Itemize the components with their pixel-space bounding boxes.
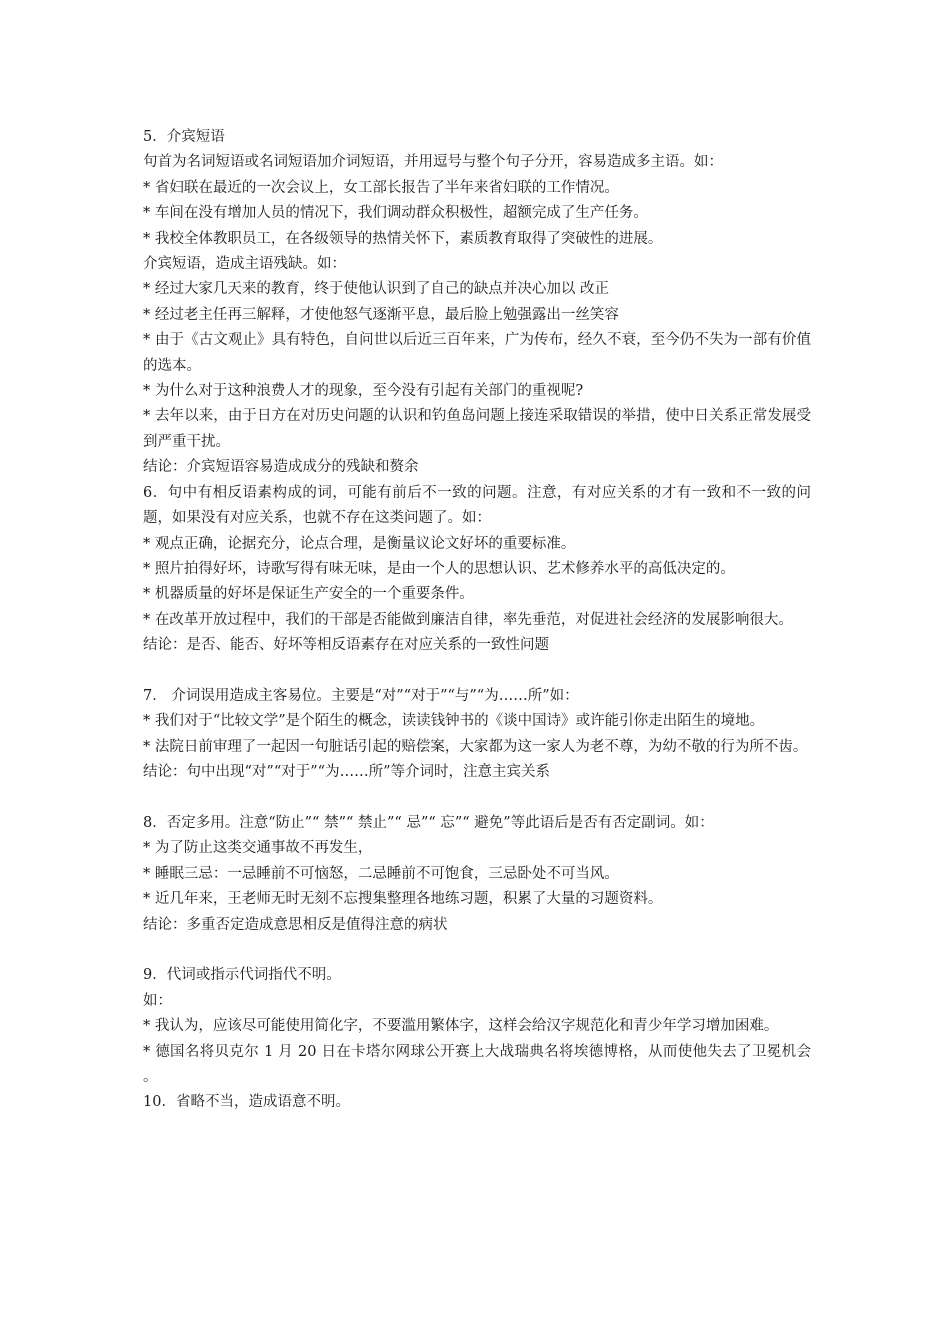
text-line: 8．否定多用。注意“防止”“ 禁”“ 禁止”“ 忌”“ 忘”“ 避免”等此语后是否有否定副词。如： — [143, 814, 714, 831]
section-gap — [143, 938, 811, 963]
text-line: * 机器质量的好坏是保证生产安全的一个重要条件。 — [143, 586, 474, 603]
text-line: * 在改革开放过程中，我们的干部是否能做到廉洁自律，率先垂范，对促进社会经济的发展影响很大。 — [143, 611, 793, 628]
text-line: * 德国名将贝克尔 1 月 20 日在卡塔尔网球公开赛上大战瑞典名将埃德博格，从而使他失去了卫冕机会 。 — [143, 1043, 811, 1085]
document-page — [143, 125, 811, 1116]
text-line: * 照片拍得好坏，诗歌写得有味无味，是由一个人的思想认识、艺术修养水平的高低决定的。 — [143, 560, 735, 577]
text-line: 6．句中有相反语素构成的词，可能有前后不一致的问题。注意，有对应关系的才有一致和不一致的问题，如果没有对应关系，也就不存在这类问题了。如： — [143, 484, 811, 527]
text-line: * 为了防止这类交通事故不再发生， — [143, 840, 373, 857]
text-line: 10．省略不当，造成语意不明。 — [143, 1094, 350, 1111]
text-line: 9．代词或指示代词指代不明。 — [143, 967, 341, 984]
text-line: * 车间在没有增加人员的情况下，我们调动群众积极性，超额完成了生产任务。 — [143, 205, 648, 222]
text-line: 结论：多重否定造成意思相反是值得注意的病状 — [143, 916, 448, 933]
text-line: * 我们对于“比较文学”是个陌生的概念，读读钱钟书的《谈中国诗》或许能引你走出陌生的境地。 — [143, 713, 765, 730]
text-line: * 省妇联在最近的一次会议上，女工部长报告了半年来省妇联的工作情况。 — [143, 179, 619, 196]
text-line: 7． 介词误用造成主客易位。主要是“对”“对于”“与”“为……所”如： — [143, 687, 579, 704]
section-2 — [143, 684, 811, 786]
text-line: 介宾短语，造成主语残缺。如： — [143, 256, 346, 273]
text-line: * 法院日前审理了一起因一句脏话引起的赔偿案，大家都为这一家人为老不尊，为幼不敬的行为所不齿。 — [143, 738, 808, 755]
text-line: * 睡眠三忌：一忌睡前不可恼怒，二忌睡前不可饱食，三忌卧处不可当风。 — [143, 865, 619, 882]
text-line: * 我认为，应该尽可能使用简化字，不要滥用繁体字，这样会给汉字规范化和青少年学习增加困难。 — [143, 1018, 779, 1035]
text-line: * 经过大家几天来的教育，终于使他认识到了自己的缺点并决心加以 改正 — [143, 281, 609, 298]
section-4 — [143, 963, 811, 1115]
text-line: * 去年以来，由于日方在对历史问题的认识和钓鱼岛问题上接连采取错误的举措，使中日关系正常发展受到严重干扰。 — [143, 408, 811, 450]
text-line: * 经过老主任再三解释，才使他怒气逐渐平息，最后脸上勉强露出一丝笑容 — [143, 306, 619, 323]
section-1 — [143, 125, 811, 659]
text-line: * 为什么对于这种浪费人才的现象，至今没有引起有关部门的重视呢? — [143, 383, 584, 400]
text-line: 5．介宾短语 — [143, 129, 225, 145]
section-gap — [143, 659, 811, 684]
text-line: 结论：是否、能否、好坏等相反语素存在对应关系的一致性问题 — [143, 637, 549, 654]
text-line: 句首为名词短语或名词短语加介词短语，并用逗号与整个句子分开，容易造成多主语。如： — [143, 154, 723, 171]
text-line: 结论：句中出现“对”“对于”“为……所”等介词时，注意主宾关系 — [143, 764, 550, 781]
text-line: * 由于《古文观止》具有特色，自问世以后近三百年来，广为传布，经久不衰，至今仍不失为一部有价值的选本。 — [143, 332, 811, 374]
text-line: * 我校全体教职员工，在各级领导的热情关怀下，素质教育取得了突破性的进展。 — [143, 230, 663, 247]
text-line: * 近几年来，王老师无时无刻不忘搜集整理各地练习题，积累了大量的习题资料。 — [143, 891, 663, 908]
text-line: * 观点正确，论据充分，论点合理，是衡量议论文好坏的重要标准。 — [143, 535, 576, 552]
text-line: 如： — [143, 992, 172, 1009]
section-gap — [143, 786, 811, 811]
section-3 — [143, 811, 811, 938]
text-line: 结论：介宾短语容易造成成分的残缺和赘余 — [143, 459, 419, 476]
